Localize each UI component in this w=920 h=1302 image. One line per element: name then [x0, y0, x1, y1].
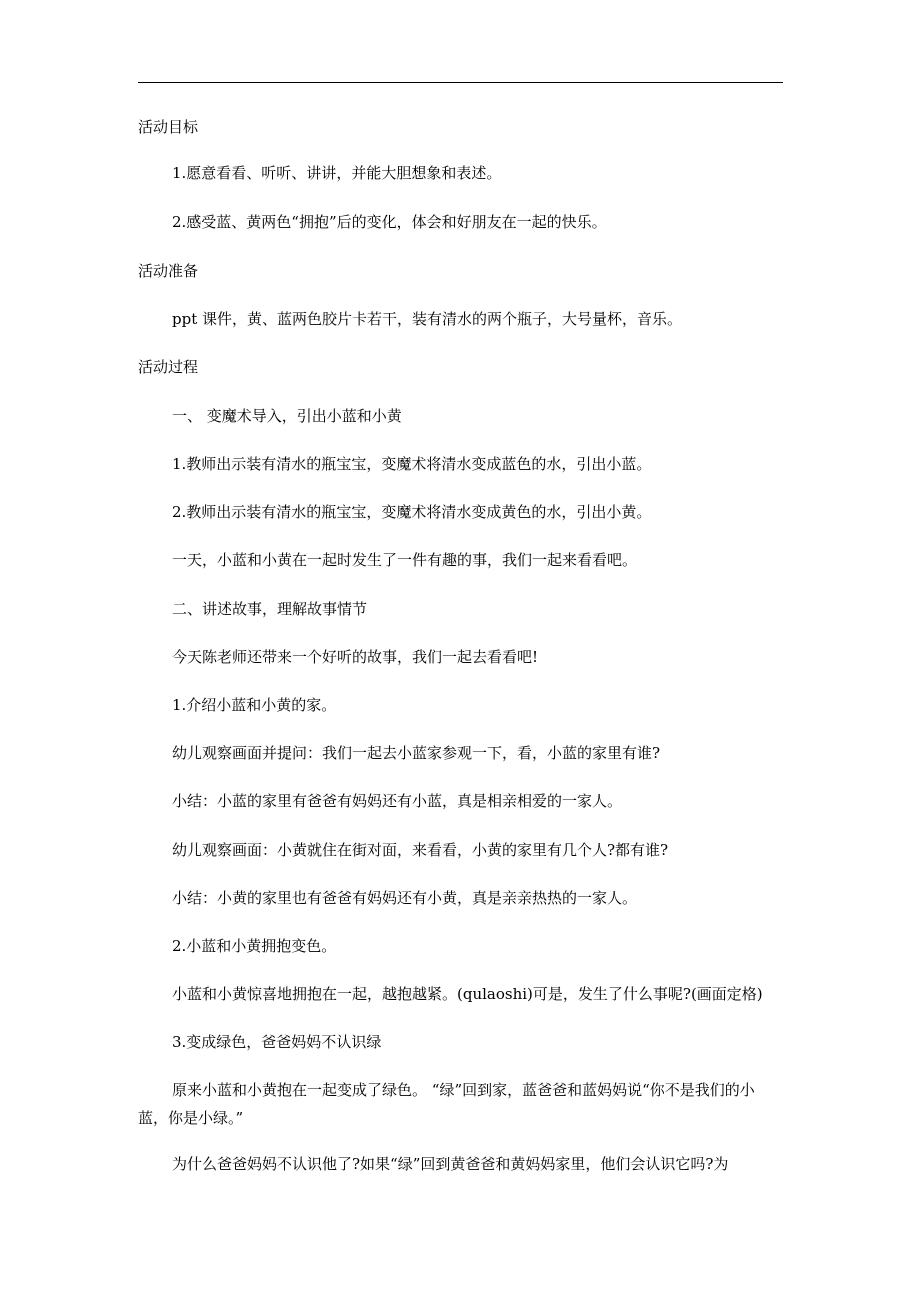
story-step-3: 3.变成绿色，爸爸妈妈不认识绿 — [172, 1033, 382, 1051]
question-paragraph: 为什么爸爸妈妈不认识他了?如果“绿”回到黄爸爸和黄妈妈家里，他们会认识它吗?为 — [172, 1155, 729, 1173]
story-step-1: 1.介绍小蓝和小黄的家。 — [172, 696, 337, 714]
goal-item-1: 1.愿意看看、听听、讲讲，并能大胆想象和表述。 — [172, 164, 502, 182]
goal-item-2: 2.感受蓝、黄两色“拥抱”后的变化，体会和好朋友在一起的快乐。 — [172, 213, 607, 231]
header-rule — [138, 82, 783, 83]
observation-question-2: 幼儿观察画面：小黄就住在街对面，来看看，小黄的家里有几个人?都有谁? — [172, 841, 669, 859]
heading-activity-goals: 活动目标 — [138, 118, 199, 136]
section-heading-1: 一、 变魔术导入，引出小蓝和小黄 — [172, 407, 402, 425]
preparation-text: ppt 课件，黄、蓝两色胶片卡若干，装有清水的两个瓶子，大号量杯，音乐。 — [172, 310, 683, 328]
story-intro: 今天陈老师还带来一个好听的故事，我们一起去看看吧! — [172, 648, 539, 666]
summary-1: 小结：小蓝的家里有爸爸有妈妈还有小蓝，真是相亲相爱的一家人。 — [172, 792, 623, 810]
hug-paragraph: 小蓝和小黄惊喜地拥抱在一起，越抱越紧。(qulaoshi)可是，发生了什么事呢?(画面定格) — [172, 985, 763, 1003]
process-step-1-2: 2.教师出示装有清水的瓶宝宝，变魔术将清水变成黄色的水，引出小黄。 — [172, 503, 652, 521]
heading-activity-preparation: 活动准备 — [138, 262, 199, 280]
story-step-2: 2.小蓝和小黄拥抱变色。 — [172, 937, 337, 955]
observation-question-1: 幼儿观察画面并提问：我们一起去小蓝家参观一下，看，小蓝的家里有谁? — [172, 744, 661, 762]
section-heading-2: 二、讲述故事，理解故事情节 — [172, 600, 368, 618]
green-paragraph: 原来小蓝和小黄抱在一起变成了绿色。 “绿”回到家，蓝爸爸和蓝妈妈说“你不是我们的小蓝，你是小绿。” — [138, 1081, 755, 1127]
heading-activity-process: 活动过程 — [138, 358, 199, 376]
process-paragraph: 一天，小蓝和小黄在一起时发生了一件有趣的事，我们一起来看看吧。 — [172, 551, 638, 569]
summary-2: 小结：小黄的家里也有爸爸有妈妈还有小黄，真是亲亲热热的一家人。 — [172, 889, 638, 907]
process-step-1-1: 1.教师出示装有清水的瓶宝宝，变魔术将清水变成蓝色的水，引出小蓝。 — [172, 455, 652, 473]
